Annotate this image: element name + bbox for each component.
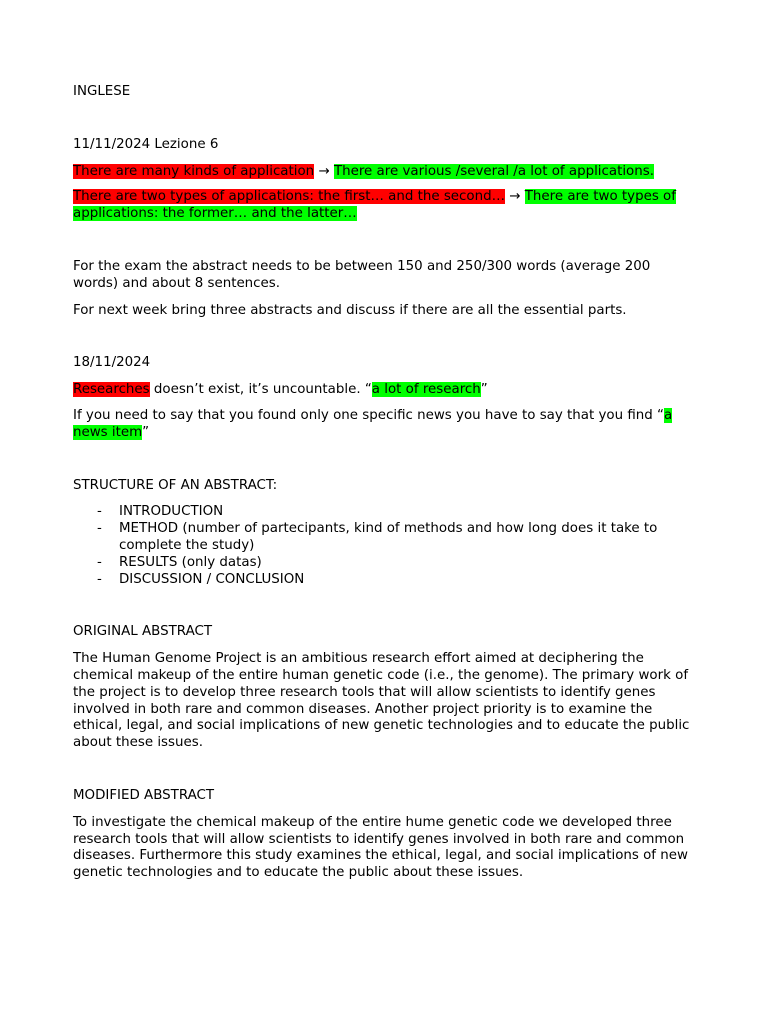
arrow-right-icon: → (318, 163, 330, 179)
wrong-phrase: There are two types of applications: the first… and the second… (73, 189, 505, 205)
news-explanation: If you need to say that you found only one specific news you have to say that you find “ (73, 407, 664, 423)
wrong-phrase: Researches (73, 382, 150, 398)
list-item: - RESULTS (only datas) (73, 555, 698, 572)
correct-phrase: a lot of research (371, 382, 481, 398)
research-explanation: doesn’t exist, it’s uncountable. “ (149, 382, 372, 398)
document-page (73, 84, 698, 882)
list-item: - INTRODUCTION (73, 504, 698, 521)
modified-heading: MODIFIED ABSTRACT (73, 787, 215, 803)
list-item: - METHOD (number of partecipants, kind of methods and how long does it take to complete the study) (73, 521, 698, 555)
news-note (73, 408, 698, 442)
closing-quote: ” (142, 424, 150, 440)
exam-note: For the exam the abstract needs to be between 150 and 250/300 words (average 200 words) and about 8 sentences. (73, 258, 651, 291)
correct-phrase: There are various /several /a lot of applications. (333, 163, 654, 179)
correction-line-2 (73, 189, 698, 223)
research-note (73, 382, 698, 399)
wrong-phrase: There are many kinds of application (73, 163, 315, 179)
correction-line-1 (73, 164, 698, 181)
lesson-date: 11/11/2024 Lezione 6 (73, 136, 219, 152)
doc-title: INGLESE (73, 84, 131, 99)
homework-note: For next week bring three abstracts and discuss if there are all the essential parts. (73, 302, 627, 318)
structure-list (73, 504, 698, 588)
modified-abstract: To investigate the chemical makeup of the entire hume genetic code we developed three research tools that will allow scientists to identify genes involved in both rare and common diseases. Furthermore this study examines the ethical, legal, and social implications of new genetic technologies and to educate the public about these issues. (73, 814, 688, 881)
correct-phrase: There are two types of applications: the former… and the latter… (73, 189, 676, 222)
original-heading: ORIGINAL ABSTRACT (73, 624, 213, 640)
lesson2-date: 18/11/2024 (73, 355, 151, 371)
arrow-right-icon: → (509, 189, 521, 205)
original-abstract: The Human Genome Project is an ambitious research effort aimed at deciphering the chemical makeup of the entire human genetic code (i.e., the genome). The primary work of the project is to develop three research tools that will allow scientists to identify genes involved in both rare and common diseases. Another project priority is to examine the ethical, legal, and social implications of new genetic technologies and to educate the public about these issues. (73, 651, 690, 751)
list-item: - DISCUSSION / CONCLUSION (73, 572, 698, 589)
correct-phrase: a news item (73, 407, 673, 440)
closing-quote: ” (480, 382, 488, 398)
structure-heading: STRUCTURE OF AN ABSTRACT: (73, 477, 278, 493)
